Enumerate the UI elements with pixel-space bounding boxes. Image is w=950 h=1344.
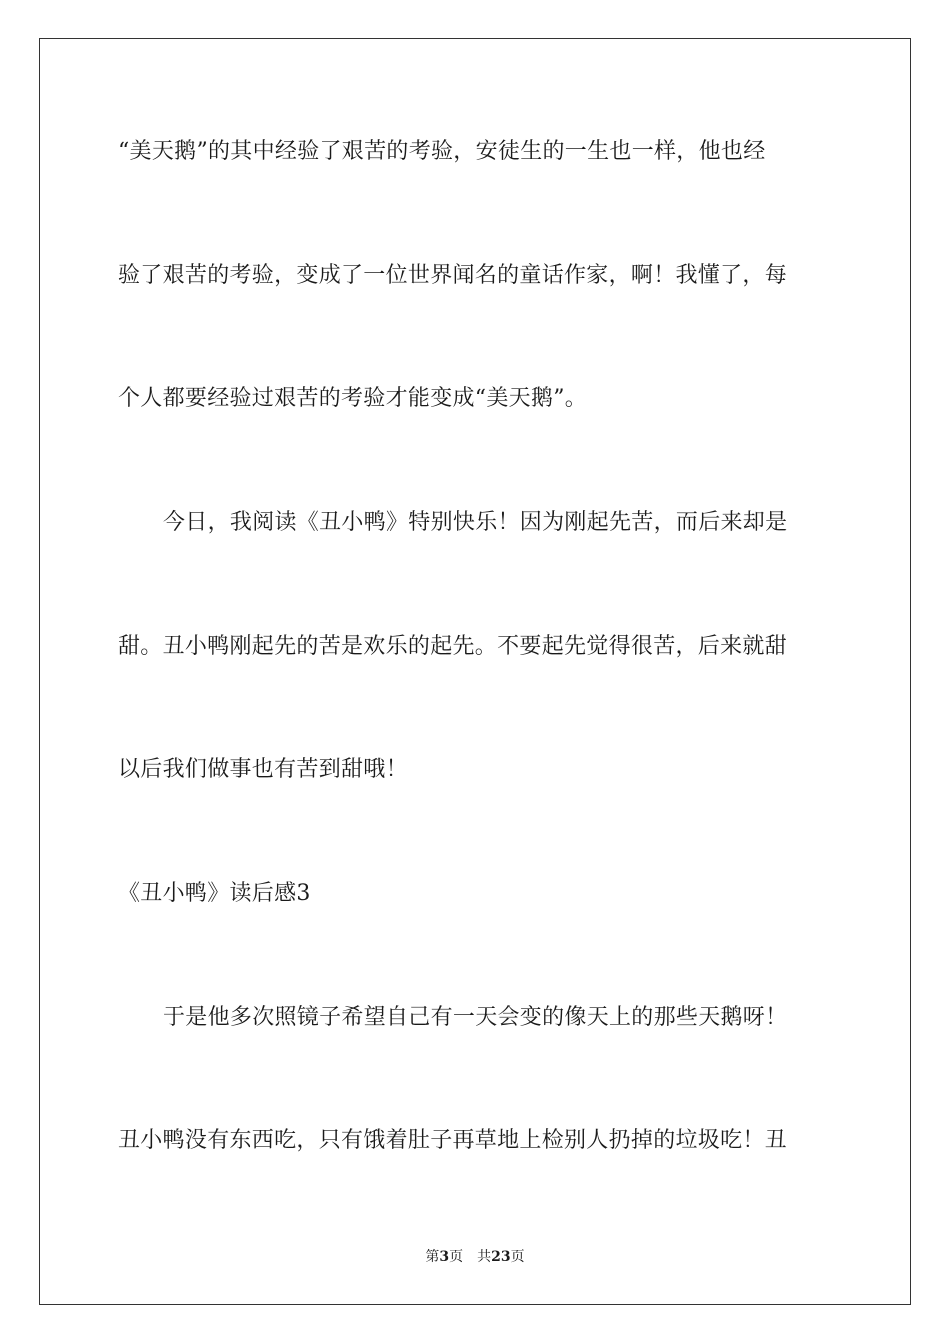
body-text-line: 丑小鸭没有东西吃，只有饿着肚子再草地上检别人扔掉的垃圾吃！丑 <box>118 1128 788 1153</box>
page-prefix: 第 <box>425 1249 440 1265</box>
body-text-line: 以后我们做事也有苦到甜哦！ <box>118 757 408 782</box>
body-text-line: 甜。丑小鸭刚起先的苦是欢乐的起先。不要起先觉得很苦，后来就甜 <box>118 634 788 659</box>
body-text-line: “美天鹅”的其中经验了艰苦的考验，安徒生的一生也一样，他也经 <box>118 139 766 164</box>
page-suffix: 页 <box>449 1249 464 1265</box>
total-suffix: 页 <box>510 1249 525 1265</box>
page-border <box>39 38 911 1305</box>
total-pages: 23 <box>491 1249 511 1265</box>
total-prefix: 共 <box>477 1249 492 1265</box>
body-text-line: 个人都要经验过艰苦的考验才能变成“美天鹅”。 <box>118 386 588 411</box>
section-heading: 《丑小鸭》读后感3 <box>118 881 311 906</box>
page-number: 3 <box>439 1249 450 1265</box>
paragraph-start-line: 今日，我阅读《丑小鸭》特别快乐！因为刚起先苦，而后来却是 <box>163 510 788 535</box>
page-footer <box>0 1247 950 1267</box>
body-text-line: 验了艰苦的考验，变成了一位世界闻名的童话作家，啊！我懂了，每 <box>118 263 788 288</box>
paragraph-start-line: 于是他多次照镜子希望自己有一天会变的像天上的那些天鹅呀！ <box>163 1005 788 1030</box>
